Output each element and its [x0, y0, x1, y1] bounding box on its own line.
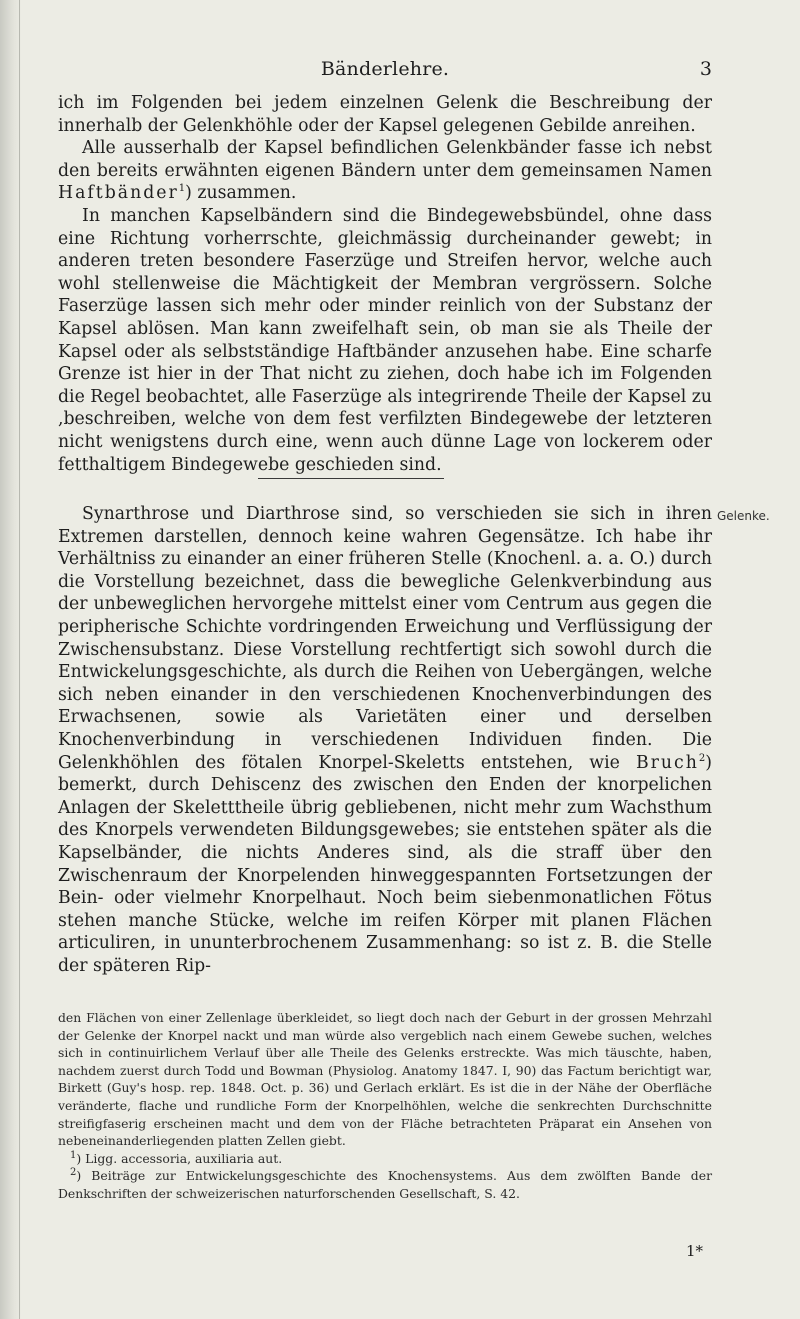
paragraph-2: Alle ausserhalb der Kapsel befindlichen Gelenkbänder fasse ich nebst den bereits erwähnten eigenen Bändern unter dem gemeinsamen Namen Haftbänder$^1$) zusammen. — [58, 138, 712, 204]
footnotes — [58, 1009, 712, 1203]
footnote-1-text: ) Ligg. accessoria, auxiliaria aut. — [76, 1150, 283, 1166]
term-haftbaender: Haftbänder — [58, 183, 179, 204]
footnote-1 — [58, 1150, 712, 1168]
paragraph-2-end: zusammen. — [191, 183, 297, 204]
main-text — [58, 92, 712, 476]
paragraph-4-start: Synarthrose und Diarthrose sind, so verschieden sie sich in ihren Extremen darstellen, dennoch keine wahren Gegensätze. Ich habe ihr Verhältniss zu einander an einer früheren Stelle (Knochenl. a. a. O.) durch die Vorstellung bezeichnet, dass die bewegliche Gelenkverbindung aus der unbeweglichen hervorgehe mittelst einer vom Centrum aus gegen die peripherische Schichte vordringenden Erweichung und Verflüssigung der Zwischensubstanz. Diese Vorstellung rechtfertigt sich sowohl durch die Entwickelungsgeschichte, als durch die Reihen von Uebergängen, welche sich neben einander in den verschiedenen Knochenverbindungen des Erwachsenen, sowie als Varietäten einer und derselben Knochenverbindung in verschiedenen Individuen finden. Die Gelenkhöhlen des fötalen Knorpel-Skeletts entstehen, wie — [58, 504, 712, 773]
paragraph-4 — [58, 503, 712, 977]
paragraph-3: In manchen Kapselbändern sind die Bindegewebsbündel, ohne dass eine Richtung vorherrschte, gleichmässig durcheinander gewebt; in anderen treten besondere Faserzüge und Streifen hervor, welche auch wohl stellenweise die Mächtigkeit der Membran vergrössern. Solche Faserzüge lassen sich mehr oder minder reinlich von der Substanz der Kapsel ablösen. Man kann zweifelhaft sein, ob man sie als Theile der Kapsel oder als selbstständige Haftbänder anzusehen habe. Eine scharfe Grenze ist hier in der That nicht zu ziehen, doch habe ich im Folgenden die Regel beobachtet, alle Faserzüge als integrirende Theile der Kapsel zu ,beschreiben, welche von dem fest verfilzten Bindegewebe der letzteren nicht wenigstens durch eine, wenn auch dünne Lage von lockerem oder fetthaltigem Bindegewebe geschieden sind. — [58, 205, 712, 475]
binding-edge — [19, 0, 20, 1319]
section-synarthrose — [58, 503, 712, 977]
page-number: 3 — [699, 58, 712, 80]
footnote-continuation: den Flächen von einer Zellenlage überkleidet, so liegt doch nach der Geburt in der grossen Mehrzahl der Gelenke der Knorpel nackt und man würde also vergeblich nach einem Gewebe suchen, welches sich in continuirlichem Verlauf über alle Theile des Gelenks erstreckte. Was mich täuschte, haben, nachdem zuerst durch Todd und Bowman (Physiolog. Anatomy 1847. I, 90) das Factum berichtigt war, Birkett (Guy's hosp. rep. 1848. Oct. p. 36) und Gerlach erklärt. Es ist die in der Nähe der Oberfläche veränderte, flache und rundliche Form der Knorpelhöhlen, welche die senkrechten Durchschnitte streifigfaserig erscheinen macht und dem von der Fläche betrachteten Präparat ein Ansehen von nebeneinanderliegenden platten Zellen giebt. — [58, 1010, 712, 1149]
name-bruch: Bruch — [635, 752, 699, 773]
footnote-2-mark: 2 — [70, 1167, 77, 1179]
paragraph-4-end: ) bemerkt, durch Dehiscenz des zwischen den Enden der knorpelichen Anlagen der Skeletttheile übrig gebliebenen, nicht mehr zum Wachsthum des Knorpels verwendeten Bildungsgewebes; sie entstehen später als die Kapselbänder, die nichts Anderes sind, als die straff über den Zwischenraum der Knorpelenden hinweggespannten Fortsetzungen der Bein- oder vielmehr Knorpelhaut. Noch beim siebenmonatlichen Fötus stehen manche Stücke, welche im reifen Körper mit planen Flächen articuliren, in ununterbrochenem Zusammenhang: so ist z. B. die Stelle der späteren Rip- — [58, 752, 712, 976]
section-divider — [258, 478, 444, 479]
printer-signature: 1* — [686, 1242, 704, 1260]
page-title: Bänderlehre. — [320, 58, 450, 80]
footnote-2 — [58, 1167, 712, 1202]
paragraph-2-start: Alle ausserhalb der Kapsel befindlichen Gelenkbänder fasse ich nebst den bereits erwähnten eigenen Bändern unter dem gemeinsamen Namen — [58, 138, 712, 181]
footnote-1-mark: 1 — [70, 1149, 77, 1161]
paragraph-1: ich im Folgenden bei jedem einzelnen Gelenk die Beschreibung der innerhalb der Gelenkhöhle oder der Kapsel gelegenen Gebilde anreihen. — [58, 93, 712, 136]
running-head — [58, 58, 712, 84]
footnote-2-text: ) Beiträge zur Entwickelungsgeschichte des Knochensystems. Aus dem zwölften Bande der Denkschriften der schweizerischen naturforschenden Gesellschaft, S. 42. — [58, 1168, 712, 1201]
margin-note: Gelenke. — [717, 509, 770, 523]
footnote-ref-2: 2 — [698, 752, 706, 764]
footnote-ref-1: 1 — [178, 183, 186, 195]
